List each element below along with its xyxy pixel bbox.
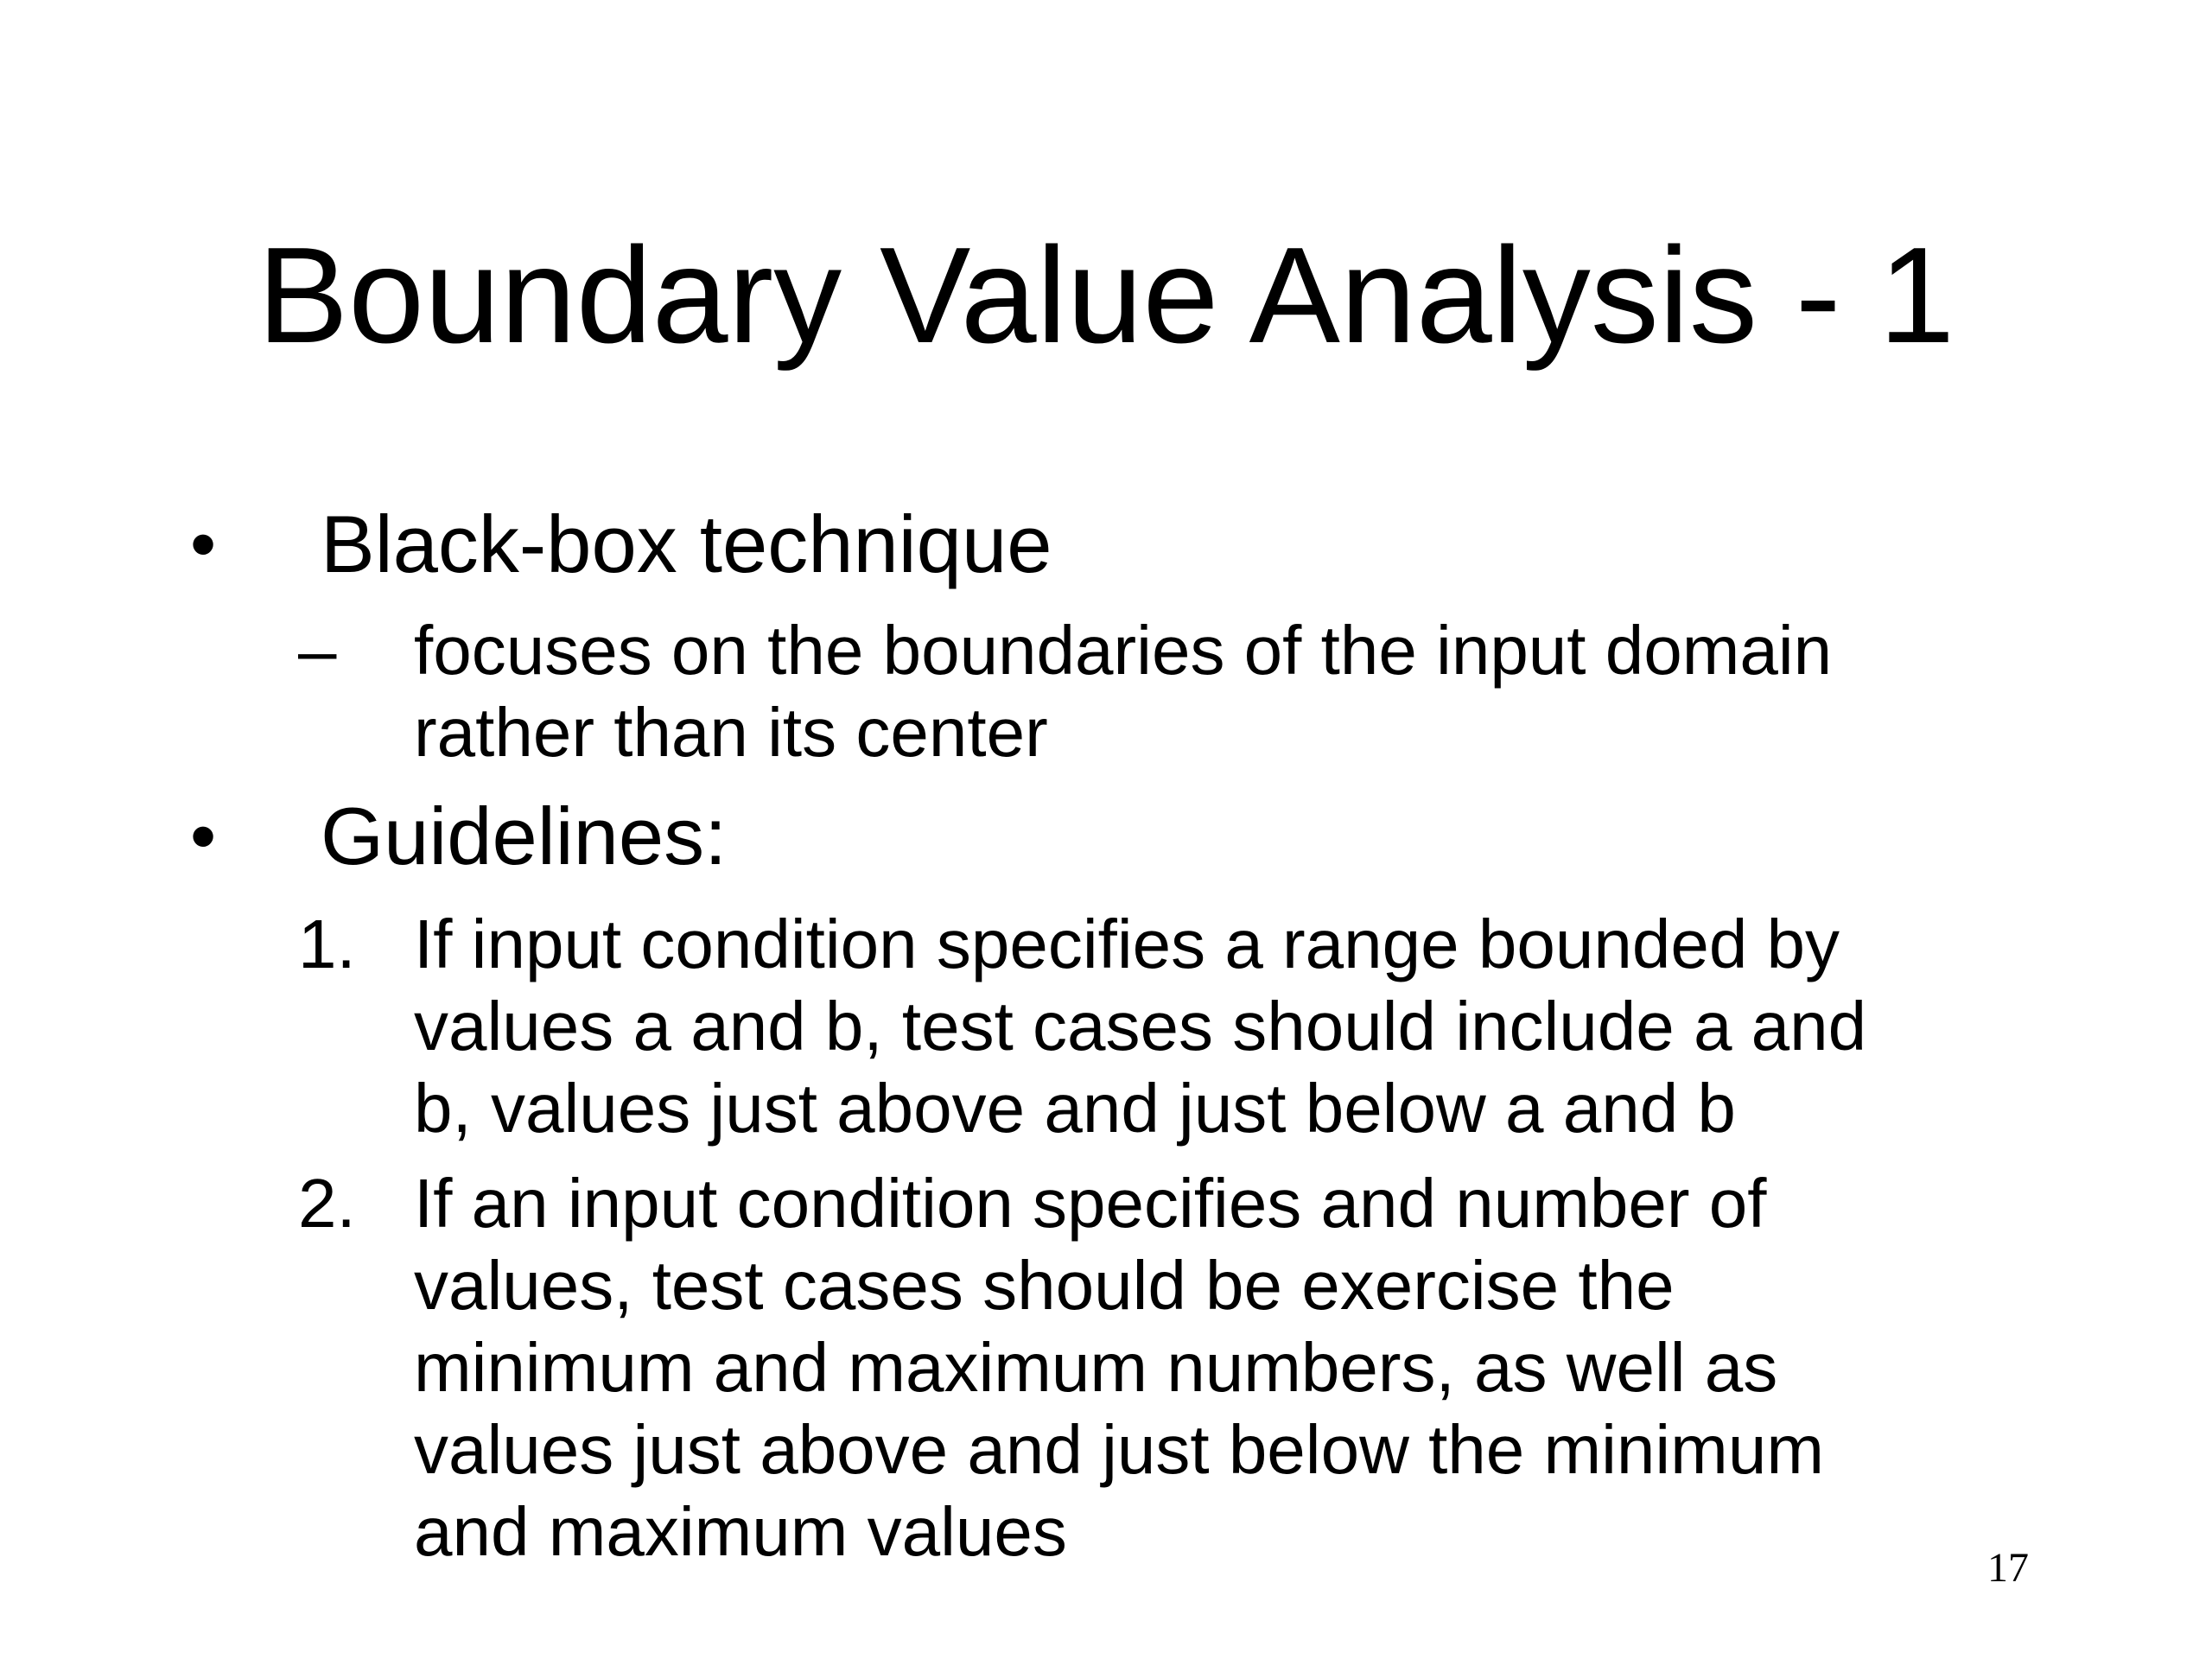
text-line: and maximum values <box>414 1493 1067 1570</box>
text-line: If input condition specifies a range bounded by <box>414 906 1840 982</box>
bullet-text-black-box: Black-box technique <box>321 499 1052 589</box>
list-number: 1. <box>298 906 356 982</box>
text-line: focuses on the boundaries of the input domain <box>414 612 1833 689</box>
text-line: If an input condition specifies and number of <box>414 1165 1767 1242</box>
text-line: rather than its center <box>414 694 1048 771</box>
bullet-marker: • <box>190 795 217 878</box>
bullet-text-guidelines: Guidelines: <box>321 791 728 881</box>
sub-bullet-marker: – <box>298 612 337 689</box>
text-line: b, values just above and just below a and b <box>414 1070 1736 1147</box>
bullet-marker: • <box>190 503 217 586</box>
text-line: values just above and just below the minimum <box>414 1411 1824 1488</box>
text-line: minimum and maximum numbers, as well as <box>414 1329 1778 1406</box>
guideline-item-1 <box>414 903 2056 1149</box>
guideline-item-2 <box>414 1162 2056 1573</box>
slide-title: Boundary Value Analysis - 1 <box>257 219 1955 372</box>
sub-bullet-text <box>414 609 2056 773</box>
page-number: 17 <box>1987 1545 2029 1591</box>
text-line: values a and b, test cases should include a and <box>414 988 1867 1065</box>
text-line: values, test cases should be exercise the <box>414 1247 1675 1324</box>
list-number: 2. <box>298 1165 356 1242</box>
